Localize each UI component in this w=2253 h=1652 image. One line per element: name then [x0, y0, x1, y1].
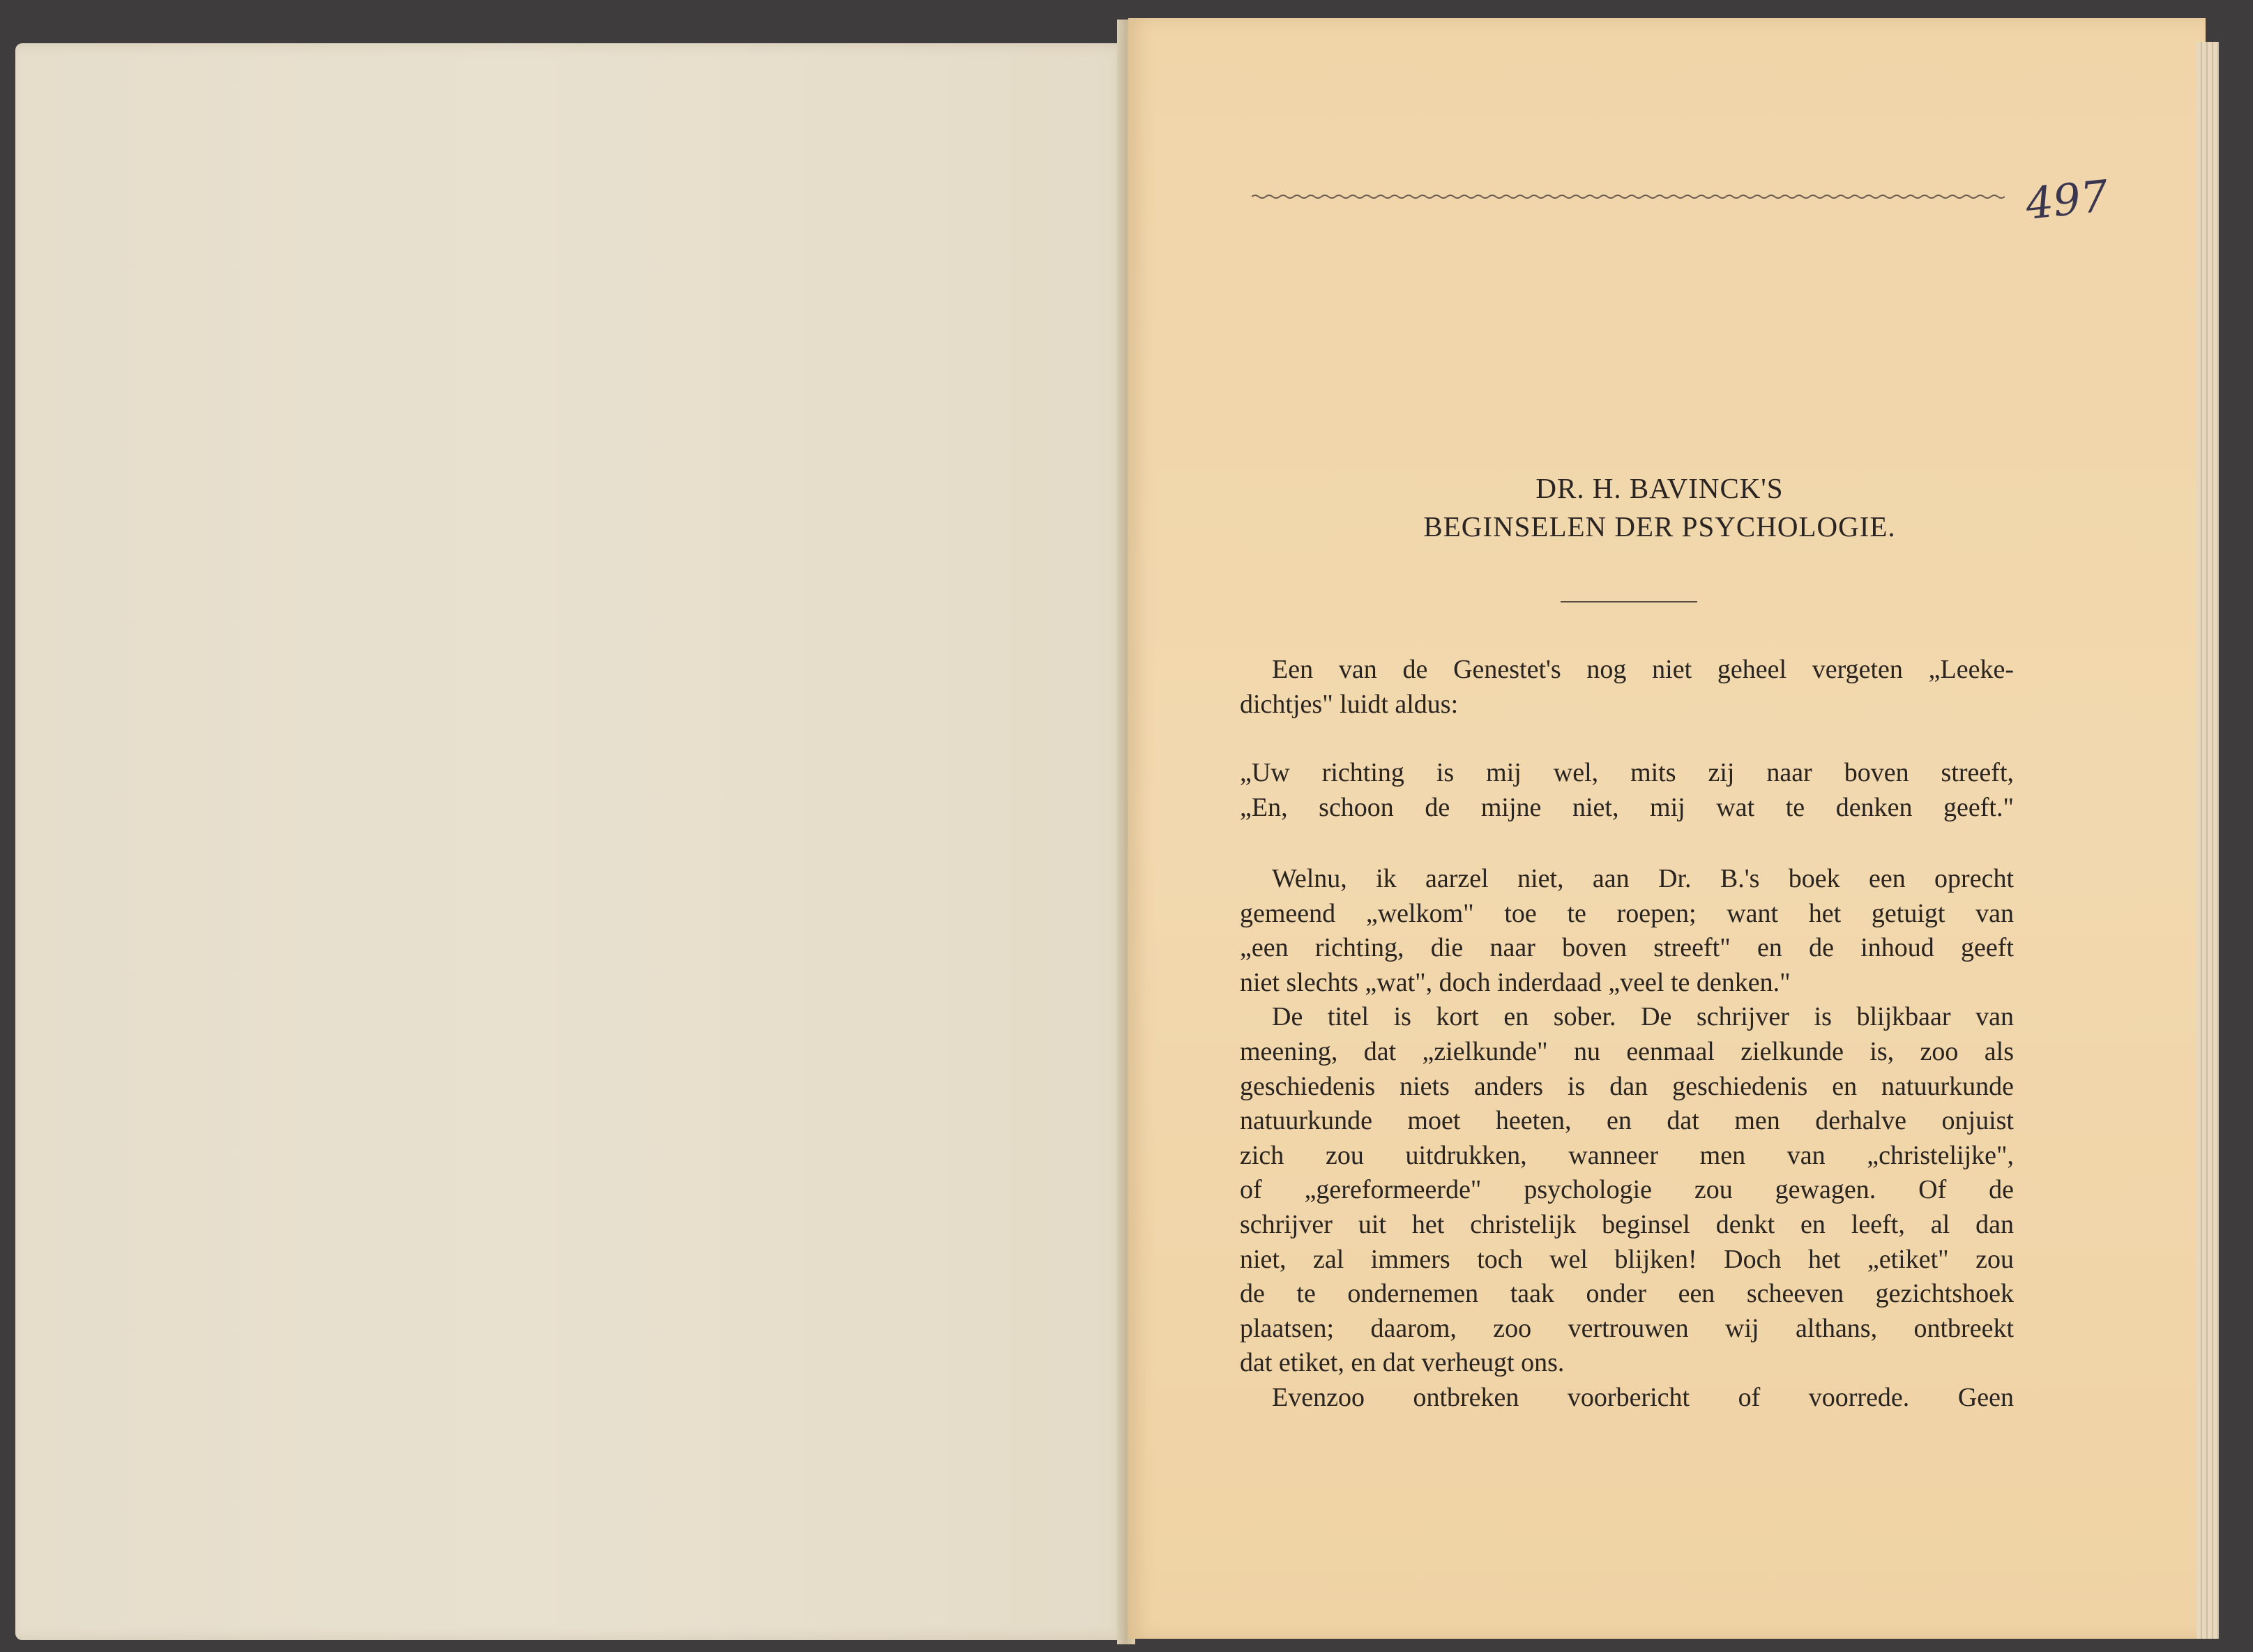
text-line: Welnu, ik aarzel niet, aan Dr. B.'s boek een oprecht [1272, 864, 2014, 893]
text-line: zich zou uitdrukken, wanneer men van „christelijke", [1240, 1140, 2014, 1170]
text-line: schrijver uit het christelijk beginsel denkt en leeft, al dan [1240, 1209, 2014, 1239]
text-line: of „gereformeerde" psychologie zou gewagen. Of de [1240, 1175, 2014, 1205]
text-line: natuurkunde moet heeten, en dat men derhalve onjuist [1240, 1106, 2014, 1136]
verse-line: „Uw richting is mij wel, mits zij naar boven streeft, [1240, 758, 2014, 787]
title-divider [1561, 601, 1697, 603]
verse-line: „En, schoon de mijne niet, mij wat te denken geeft." [1240, 792, 2014, 822]
text-line: niet slechts „wat", doch inderdaad „veel te denken." [1240, 967, 1791, 997]
text-line: „een richting, die naar boven streeft" en de inhoud geeft [1240, 933, 2014, 963]
text-line: Evenzoo ontbreken voorbericht of voorrede. Geen [1272, 1382, 2014, 1412]
text-line: dichtjes" luidt aldus: [1240, 689, 1459, 719]
text-line: plaatsen; daarom, zoo vertrouwen wij althans, ontbreekt [1240, 1313, 2014, 1343]
blank-left-page [15, 43, 1130, 1640]
text-line: dat etiket, en dat verheugt ons. [1240, 1348, 1565, 1378]
handwritten-page-number: 497 [2023, 170, 2111, 229]
text-line: niet, zal immers toch wel blijken! Doch het „etiket" zou [1240, 1244, 2014, 1274]
text-line: meening, dat „zielkunde" nu eenmaal zielkunde is, zoo als [1240, 1036, 2014, 1066]
text-line: gemeend „welkom" toe te roepen; want het getuigt van [1240, 898, 2014, 928]
text-line: De titel is kort en sober. De schrijver is blijkbaar van [1272, 1002, 2014, 1032]
paragraph-body [1240, 862, 2014, 1416]
text-line: de te ondernemen taak onder een scheeven gezichtshoek [1240, 1279, 2014, 1309]
page-edges [2197, 42, 2219, 1639]
text-line: Een van de Genestet's nog niet geheel vergeten „Leeke- [1272, 655, 2014, 684]
text-line: geschiedenis niets anders is dan geschiedenis en natuurkunde [1240, 1071, 2014, 1101]
wavy-header-rule [1252, 192, 2005, 201]
article-title-line-1: DR. H. BAVINCK'S [1535, 472, 1784, 504]
verse-quote [1240, 756, 2014, 825]
paragraph-intro [1240, 653, 2014, 722]
article-title-line-2: BEGINSELEN DER PSYCHOLOGIE. [1423, 510, 1896, 543]
